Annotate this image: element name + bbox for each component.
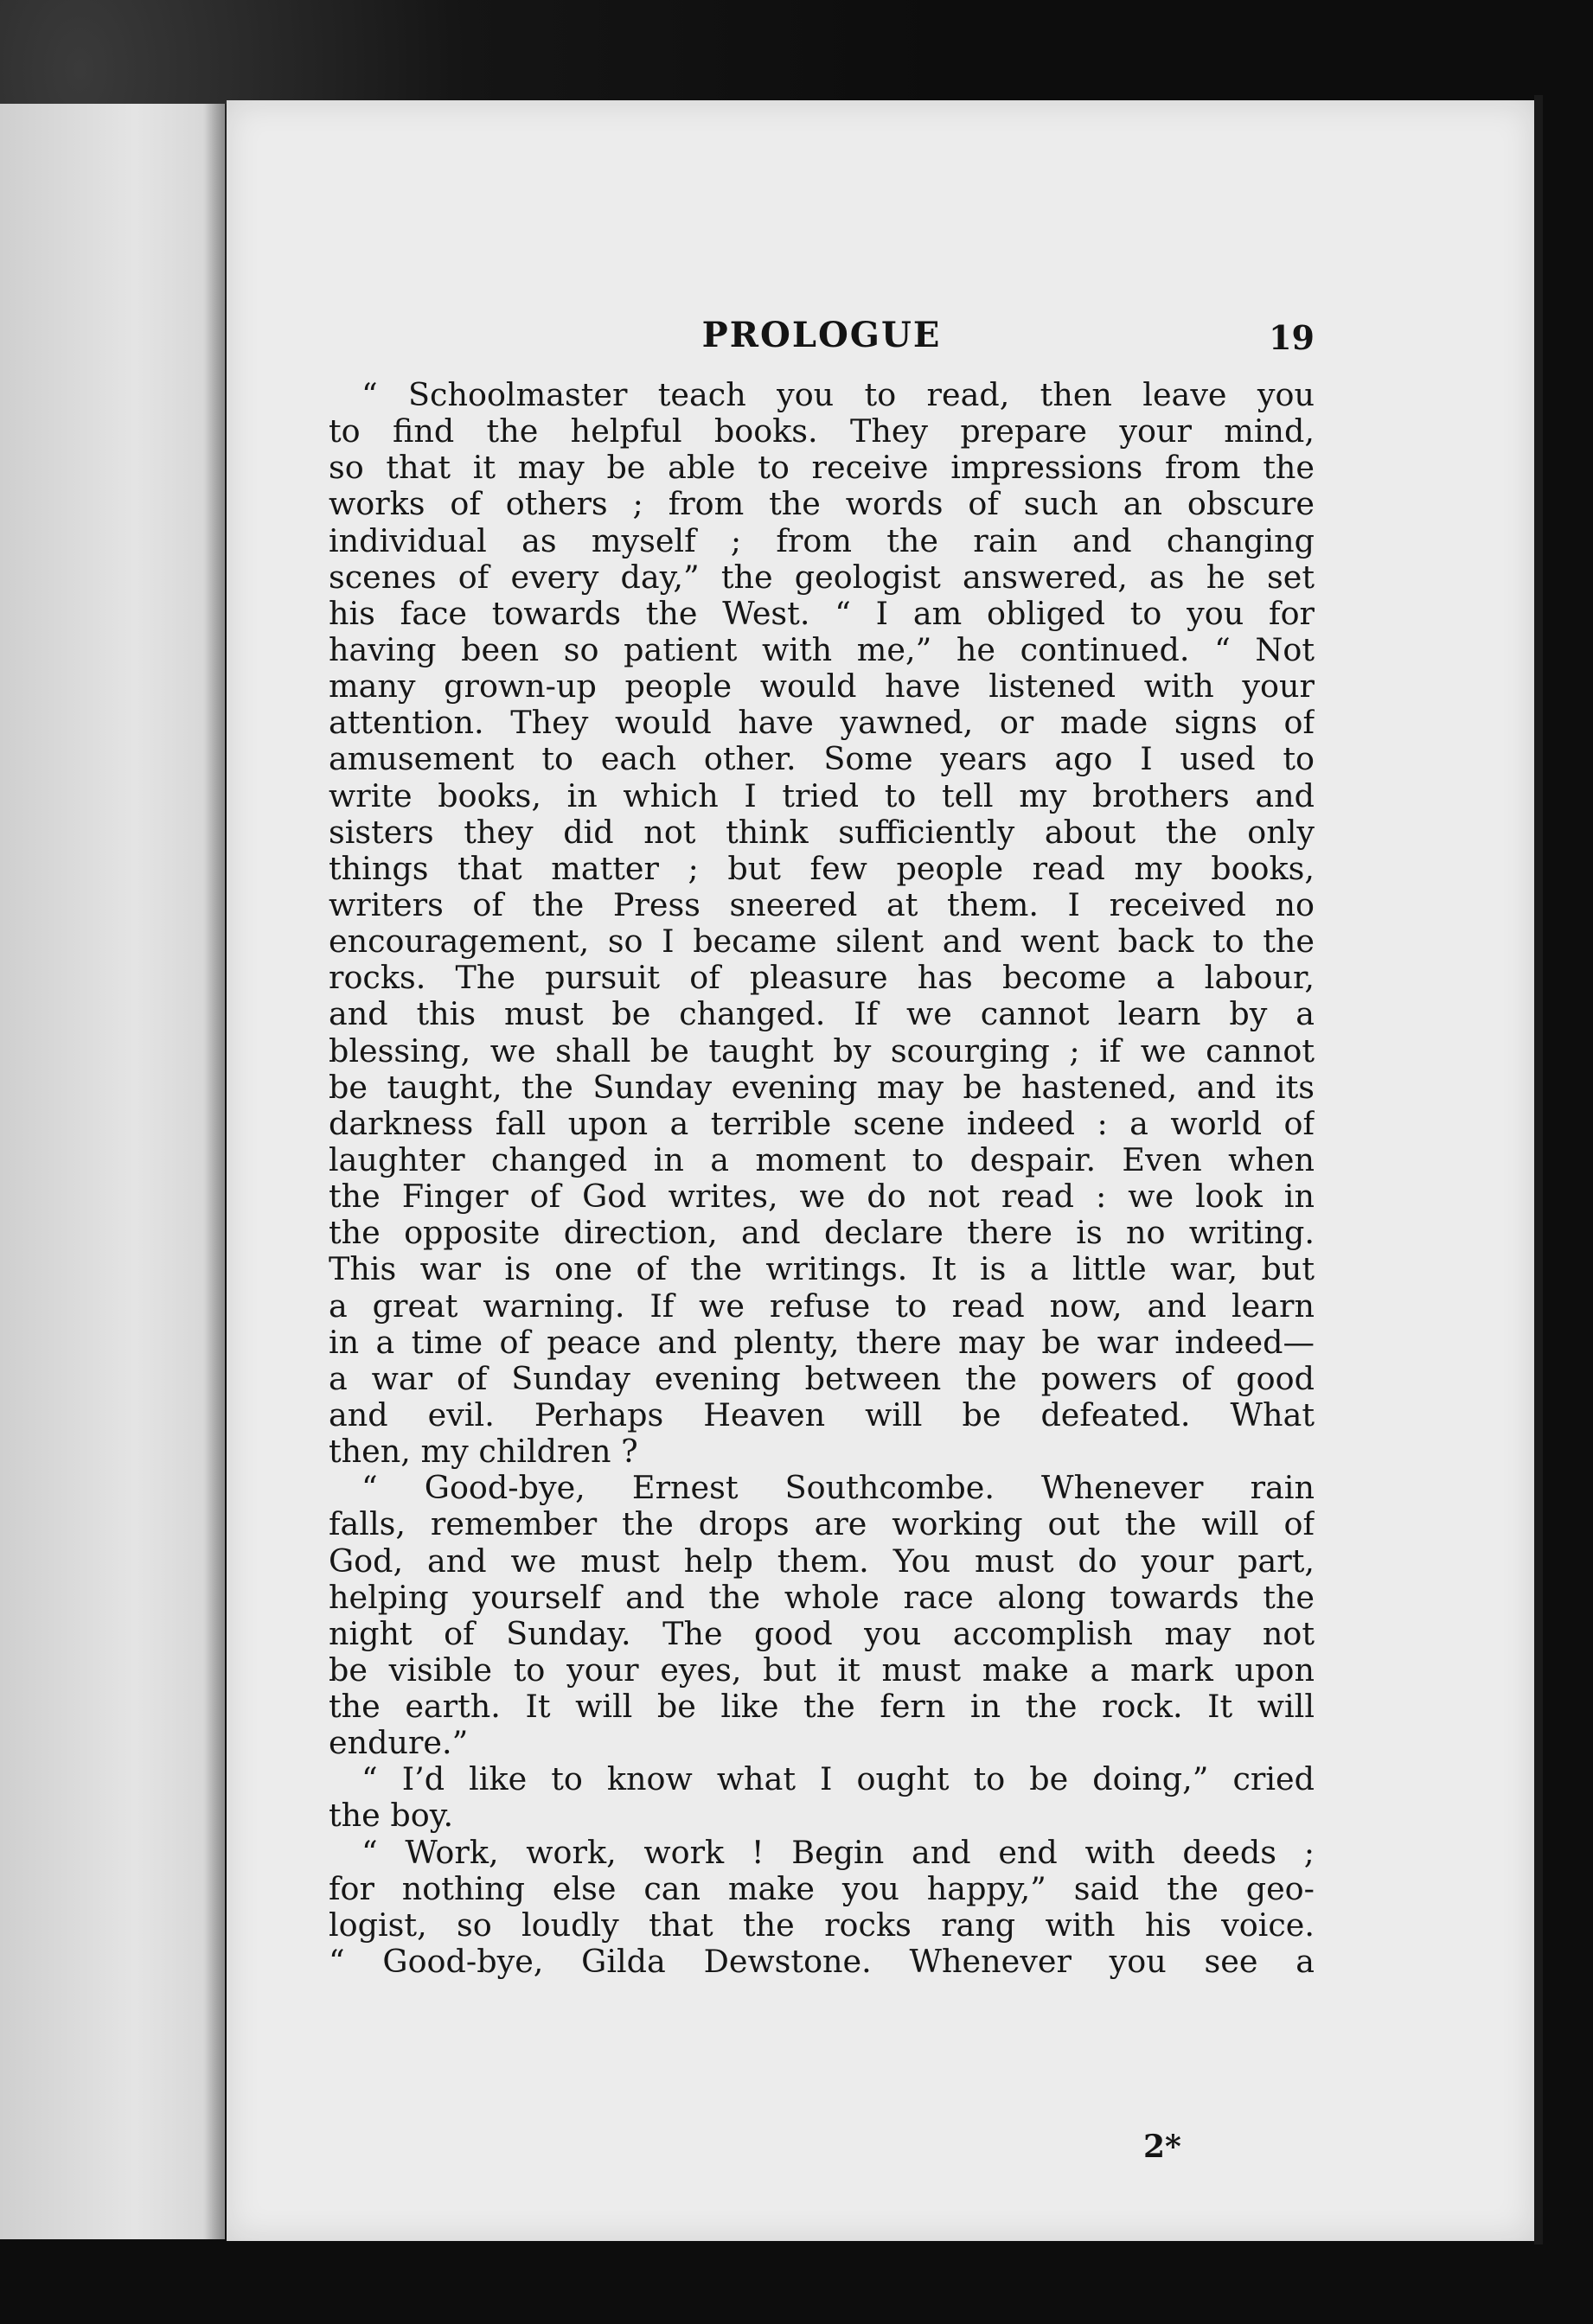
text-line: then, my children ? xyxy=(329,1433,638,1471)
text-line: night of Sunday. The good you accomplish may not xyxy=(329,1615,1315,1652)
page-edge xyxy=(1534,95,1543,2244)
text-line: for nothing else can make you happy,” said the geo- xyxy=(329,1870,1315,1907)
text-line: the earth. It will be like the fern in the rock. It will xyxy=(329,1689,1315,1726)
text-line: blessing, we shall be taught by scourging ; if we cannot xyxy=(329,1032,1315,1069)
text-line: helping yourself and the whole race along towards the xyxy=(329,1579,1315,1616)
text-line: “ I’d like to know what I ought to be doing,” cried xyxy=(361,1761,1315,1798)
running-head xyxy=(329,315,1315,367)
text-line: scenes of every day,” the geologist answered, as he set xyxy=(329,559,1315,596)
page-number: 19 xyxy=(1269,318,1315,357)
text-line: having been so patient with me,” he continued. “ Not xyxy=(329,631,1315,668)
text-line: works of others ; from the words of such an obscure xyxy=(329,486,1315,523)
text-line: attention. They would have yawned, or made signs of xyxy=(329,705,1315,742)
text-line: “ Good-bye, Gilda Dewstone. Whenever you see a xyxy=(329,1944,1315,1981)
text-line: This war is one of the writings. It is a little war, but xyxy=(329,1251,1315,1288)
text-line: a war of Sunday evening between the powers of good xyxy=(329,1360,1315,1397)
text-line: writers of the Press sneered at them. I received no xyxy=(329,886,1315,923)
text-line: individual as myself ; from the rain and changing xyxy=(329,522,1315,559)
running-title: PROLOGUE xyxy=(701,315,942,355)
text-line: to find the helpful books. They prepare your mind, xyxy=(329,413,1315,450)
text-line: and this must be changed. If we cannot learn by a xyxy=(329,996,1315,1033)
text-line: be taught, the Sunday evening may be hastened, and its xyxy=(329,1069,1315,1106)
text-line: write books, in which I tried to tell my brothers and xyxy=(329,777,1315,814)
body-text xyxy=(329,377,1315,1980)
text-line: “ Work, work, work ! Begin and end with deeds ; xyxy=(361,1834,1315,1871)
text-line: God, and we must help them. You must do your part, xyxy=(329,1542,1315,1580)
text-line: encouragement, so I became silent and went back to the xyxy=(329,923,1315,961)
text-line: be visible to your eyes, but it must make a mark upon xyxy=(329,1651,1315,1689)
text-line: so that it may be able to receive impressions from the xyxy=(329,450,1315,487)
text-line: the opposite direction, and declare there is no writing. xyxy=(329,1215,1315,1252)
text-line: his face towards the West. “ I am obliged to you for xyxy=(329,595,1315,632)
text-line: darkness fall upon a terrible scene indeed : a world of xyxy=(329,1105,1315,1142)
text-line: many grown-up people would have listened with your xyxy=(329,668,1315,706)
text-line: “ Good-bye, Ernest Southcombe. Whenever rain xyxy=(361,1470,1315,1507)
text-line: “ Schoolmaster teach you to read, then leave you xyxy=(361,377,1315,413)
text-line: endure.” xyxy=(329,1725,469,1762)
text-line: the Finger of God writes, we do not read : we look in xyxy=(329,1178,1315,1216)
text-line: laughter changed in a moment to despair. Even when xyxy=(329,1141,1315,1178)
previous-page-edge xyxy=(0,104,225,2239)
text-line: rocks. The pursuit of pleasure has become a labour, xyxy=(329,960,1315,997)
text-line: things that matter ; but few people read my books, xyxy=(329,850,1315,887)
text-line: in a time of peace and plenty, there may be war indeed— xyxy=(329,1324,1315,1361)
text-line: amusement to each other. Some years ago I used to xyxy=(329,741,1315,778)
signature-mark: 2* xyxy=(1143,2129,1181,2165)
text-line: the boy. xyxy=(329,1797,454,1835)
text-line: sisters they did not think sufficiently about the only xyxy=(329,814,1315,851)
text-line: a great warning. If we refuse to read now, and learn xyxy=(329,1287,1315,1325)
text-line: logist, so loudly that the rocks rang with his voice. xyxy=(329,1906,1315,1944)
text-line: falls, remember the drops are working out the will of xyxy=(329,1506,1315,1543)
text-line: and evil. Perhaps Heaven will be defeated. What xyxy=(329,1396,1315,1433)
